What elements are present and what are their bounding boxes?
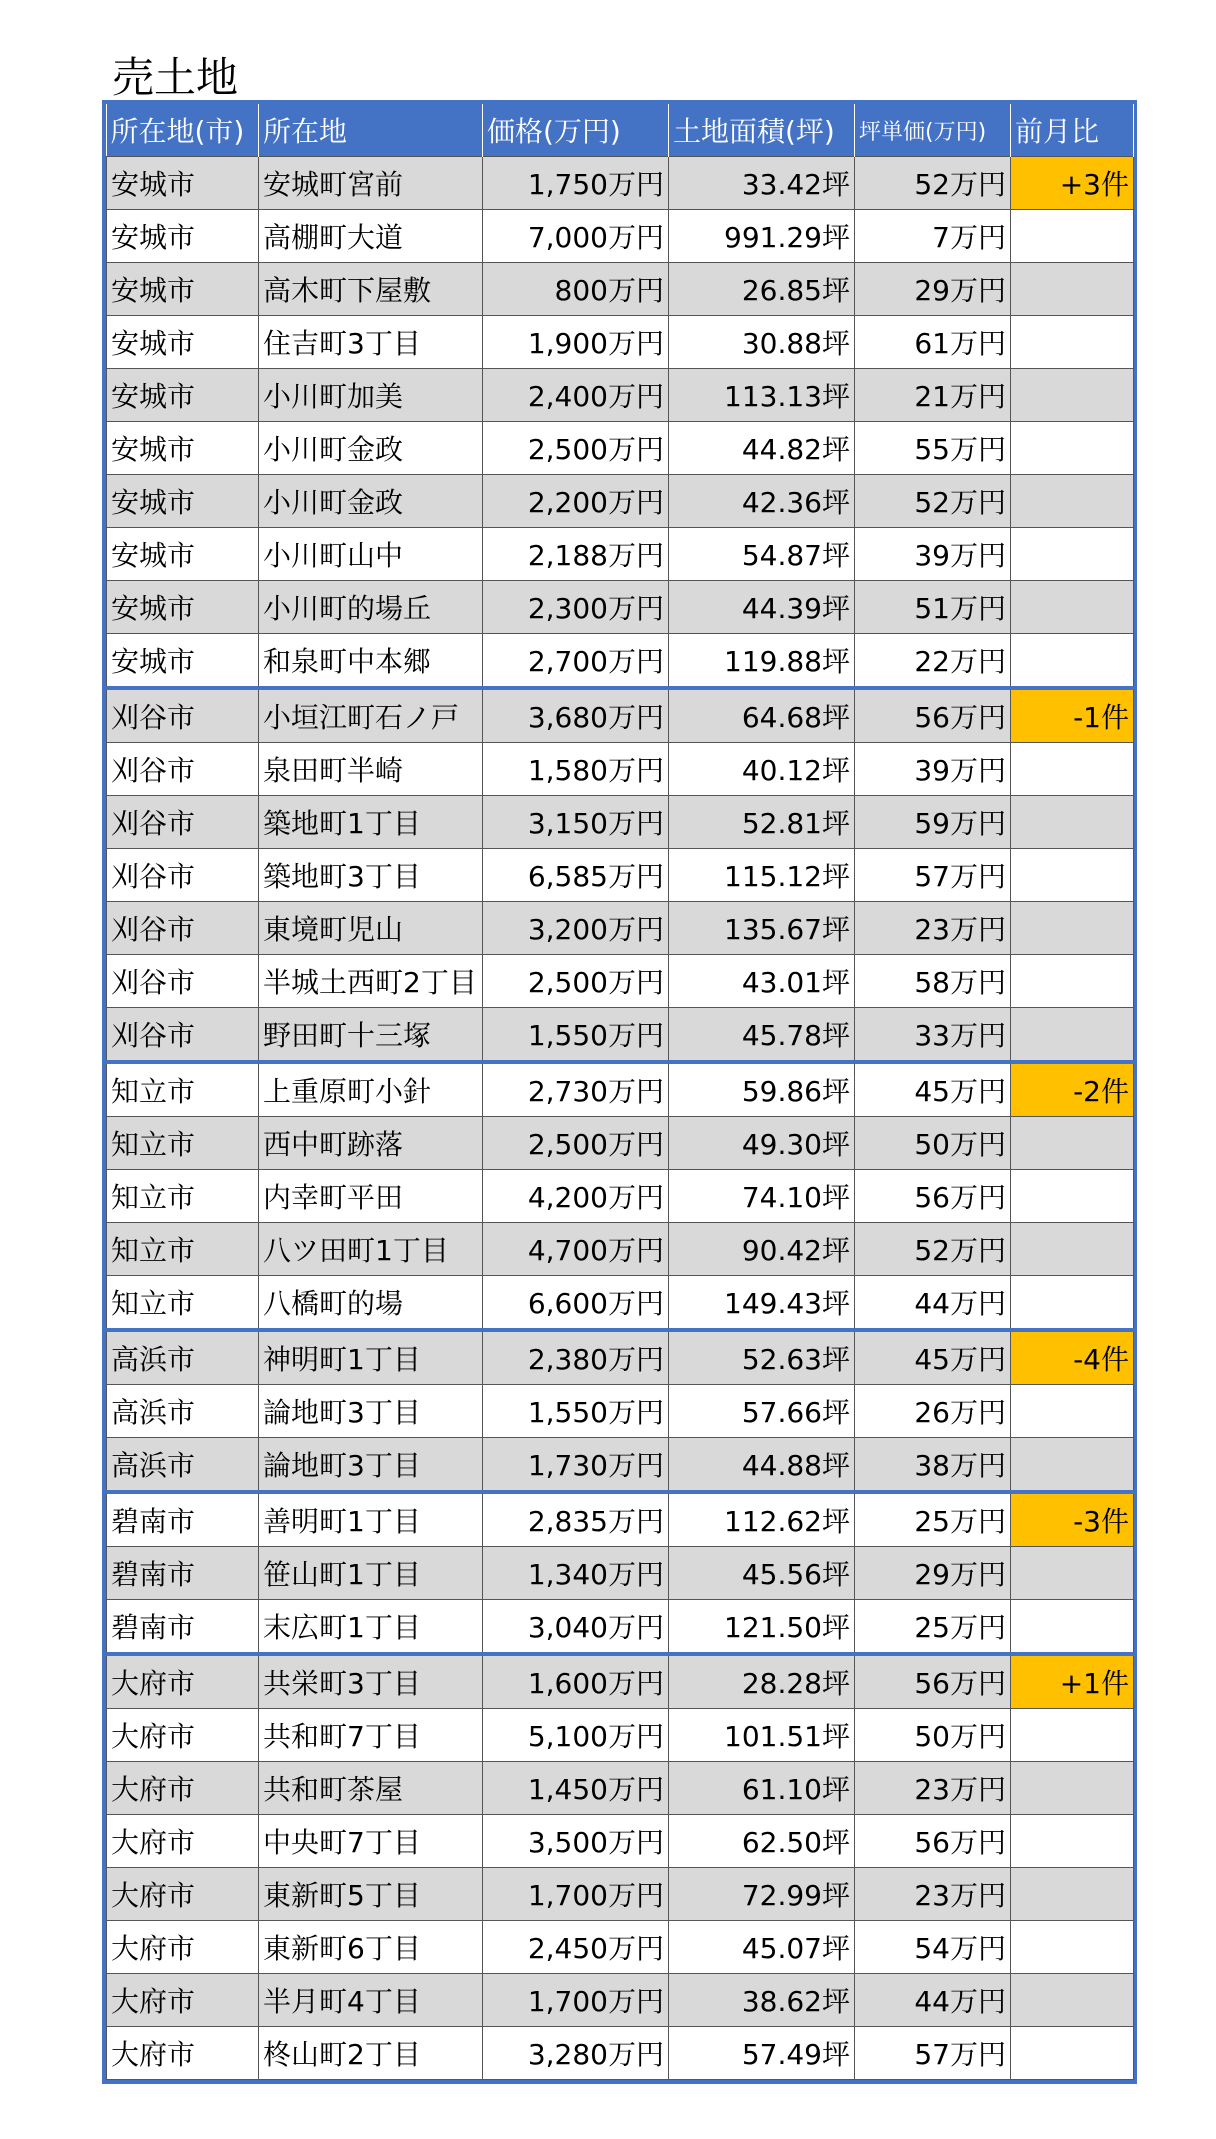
cell-price: 4,200万円 — [483, 1170, 669, 1223]
cell-change: -3件 — [1011, 1492, 1134, 1547]
cell-unit-price: 44万円 — [855, 1974, 1011, 2027]
cell-area: 149.43坪 — [669, 1276, 855, 1331]
cell-area: 33.42坪 — [669, 157, 855, 210]
cell-price: 2,200万円 — [483, 475, 669, 528]
table-row — [107, 369, 1134, 422]
cell-location: 東新町5丁目 — [259, 1868, 483, 1921]
cell-city: 安城市 — [107, 634, 259, 689]
cell-area: 54.87坪 — [669, 528, 855, 581]
cell-location: 住吉町3丁目 — [259, 316, 483, 369]
cell-price: 1,600万円 — [483, 1654, 669, 1709]
cell-location: 笹山町1丁目 — [259, 1547, 483, 1600]
cell-area: 45.07坪 — [669, 1921, 855, 1974]
cell-city: 刈谷市 — [107, 688, 259, 743]
cell-city: 高浜市 — [107, 1385, 259, 1438]
cell-unit-price: 29万円 — [855, 263, 1011, 316]
cell-price: 2,188万円 — [483, 528, 669, 581]
cell-change — [1011, 1974, 1134, 2027]
cell-unit-price: 44万円 — [855, 1276, 1011, 1331]
cell-location: 柊山町2丁目 — [259, 2027, 483, 2080]
cell-city: 安城市 — [107, 316, 259, 369]
cell-location: 小川町金政 — [259, 475, 483, 528]
cell-city: 大府市 — [107, 1974, 259, 2027]
table-row — [107, 1385, 1134, 1438]
cell-city: 安城市 — [107, 369, 259, 422]
cell-unit-price: 21万円 — [855, 369, 1011, 422]
land-listing-table — [102, 100, 1137, 2084]
cell-price: 2,700万円 — [483, 634, 669, 689]
cell-area: 52.81坪 — [669, 796, 855, 849]
cell-location: 東境町児山 — [259, 902, 483, 955]
table-row — [107, 1974, 1134, 2027]
table-row — [107, 1868, 1134, 1921]
cell-city: 碧南市 — [107, 1492, 259, 1547]
cell-change — [1011, 1276, 1134, 1331]
cell-city: 安城市 — [107, 210, 259, 263]
cell-price: 7,000万円 — [483, 210, 669, 263]
cell-city: 大府市 — [107, 1868, 259, 1921]
cell-change — [1011, 849, 1134, 902]
cell-unit-price: 52万円 — [855, 1223, 1011, 1276]
cell-price: 3,150万円 — [483, 796, 669, 849]
cell-unit-price: 25万円 — [855, 1492, 1011, 1547]
cell-change: +1件 — [1011, 1654, 1134, 1709]
cell-area: 59.86坪 — [669, 1062, 855, 1117]
cell-change — [1011, 1921, 1134, 1974]
cell-price: 1,580万円 — [483, 743, 669, 796]
cell-change: -1件 — [1011, 688, 1134, 743]
header-area: 土地面積(坪) — [669, 104, 855, 157]
table-row — [107, 1117, 1134, 1170]
cell-unit-price: 58万円 — [855, 955, 1011, 1008]
cell-price: 3,200万円 — [483, 902, 669, 955]
cell-area: 119.88坪 — [669, 634, 855, 689]
cell-unit-price: 56万円 — [855, 1654, 1011, 1709]
cell-city: 知立市 — [107, 1223, 259, 1276]
cell-unit-price: 50万円 — [855, 1117, 1011, 1170]
cell-price: 2,400万円 — [483, 369, 669, 422]
cell-area: 112.62坪 — [669, 1492, 855, 1547]
cell-city: 安城市 — [107, 157, 259, 210]
cell-location: 論地町3丁目 — [259, 1385, 483, 1438]
cell-area: 44.82坪 — [669, 422, 855, 475]
table-row — [107, 1008, 1134, 1063]
cell-city: 高浜市 — [107, 1330, 259, 1385]
cell-location: 野田町十三塚 — [259, 1008, 483, 1063]
cell-price: 6,600万円 — [483, 1276, 669, 1331]
cell-change: -4件 — [1011, 1330, 1134, 1385]
cell-price: 1,900万円 — [483, 316, 669, 369]
cell-unit-price: 52万円 — [855, 157, 1011, 210]
cell-change — [1011, 1008, 1134, 1063]
cell-location: 半月町4丁目 — [259, 1974, 483, 2027]
cell-unit-price: 45万円 — [855, 1330, 1011, 1385]
cell-price: 3,500万円 — [483, 1815, 669, 1868]
table-row — [107, 1170, 1134, 1223]
cell-price: 1,750万円 — [483, 157, 669, 210]
cell-city: 刈谷市 — [107, 849, 259, 902]
cell-change — [1011, 1709, 1134, 1762]
cell-location: 築地町3丁目 — [259, 849, 483, 902]
cell-location: 築地町1丁目 — [259, 796, 483, 849]
cell-city: 知立市 — [107, 1062, 259, 1117]
cell-change — [1011, 475, 1134, 528]
table-row — [107, 1438, 1134, 1493]
cell-area: 42.36坪 — [669, 475, 855, 528]
cell-change — [1011, 743, 1134, 796]
cell-price: 5,100万円 — [483, 1709, 669, 1762]
cell-price: 6,585万円 — [483, 849, 669, 902]
table-row — [107, 955, 1134, 1008]
cell-location: 論地町3丁目 — [259, 1438, 483, 1493]
cell-change — [1011, 634, 1134, 689]
table-row — [107, 157, 1134, 210]
cell-area: 45.78坪 — [669, 1008, 855, 1063]
cell-unit-price: 23万円 — [855, 1762, 1011, 1815]
cell-area: 72.99坪 — [669, 1868, 855, 1921]
cell-area: 40.12坪 — [669, 743, 855, 796]
table-row — [107, 1276, 1134, 1331]
cell-price: 1,730万円 — [483, 1438, 669, 1493]
cell-price: 1,550万円 — [483, 1008, 669, 1063]
cell-location: 神明町1丁目 — [259, 1330, 483, 1385]
table-row — [107, 1815, 1134, 1868]
cell-location: 小垣江町石ノ戸 — [259, 688, 483, 743]
table-row — [107, 475, 1134, 528]
table-body — [107, 157, 1134, 2080]
header-price: 価格(万円) — [483, 104, 669, 157]
cell-location: 西中町跡落 — [259, 1117, 483, 1170]
cell-location: 小川町金政 — [259, 422, 483, 475]
table-row — [107, 528, 1134, 581]
cell-unit-price: 52万円 — [855, 475, 1011, 528]
cell-area: 44.88坪 — [669, 1438, 855, 1493]
cell-city: 刈谷市 — [107, 796, 259, 849]
cell-area: 57.49坪 — [669, 2027, 855, 2080]
cell-price: 2,835万円 — [483, 1492, 669, 1547]
cell-city: 安城市 — [107, 581, 259, 634]
cell-area: 113.13坪 — [669, 369, 855, 422]
cell-price: 2,380万円 — [483, 1330, 669, 1385]
cell-price: 2,730万円 — [483, 1062, 669, 1117]
cell-area: 991.29坪 — [669, 210, 855, 263]
cell-price: 3,040万円 — [483, 1600, 669, 1655]
cell-price: 800万円 — [483, 263, 669, 316]
table-row — [107, 1492, 1134, 1547]
cell-price: 2,500万円 — [483, 1117, 669, 1170]
cell-area: 28.28坪 — [669, 1654, 855, 1709]
cell-city: 安城市 — [107, 528, 259, 581]
cell-area: 121.50坪 — [669, 1600, 855, 1655]
cell-city: 刈谷市 — [107, 902, 259, 955]
table-row — [107, 1223, 1134, 1276]
cell-unit-price: 38万円 — [855, 1438, 1011, 1493]
cell-area: 61.10坪 — [669, 1762, 855, 1815]
table-header-row — [107, 104, 1134, 157]
cell-location: 八橋町的場 — [259, 1276, 483, 1331]
cell-unit-price: 59万円 — [855, 796, 1011, 849]
cell-change — [1011, 1223, 1134, 1276]
cell-location: 共和町茶屋 — [259, 1762, 483, 1815]
cell-city: 安城市 — [107, 475, 259, 528]
cell-city: 安城市 — [107, 263, 259, 316]
table-row — [107, 263, 1134, 316]
cell-price: 2,500万円 — [483, 422, 669, 475]
table-row — [107, 1600, 1134, 1655]
cell-price: 2,450万円 — [483, 1921, 669, 1974]
table-row — [107, 1330, 1134, 1385]
cell-unit-price: 29万円 — [855, 1547, 1011, 1600]
cell-change — [1011, 1547, 1134, 1600]
cell-unit-price: 33万円 — [855, 1008, 1011, 1063]
cell-area: 74.10坪 — [669, 1170, 855, 1223]
cell-unit-price: 55万円 — [855, 422, 1011, 475]
cell-location: 中央町7丁目 — [259, 1815, 483, 1868]
table-row — [107, 316, 1134, 369]
cell-change — [1011, 902, 1134, 955]
cell-unit-price: 54万円 — [855, 1921, 1011, 1974]
cell-change — [1011, 1600, 1134, 1655]
cell-area: 52.63坪 — [669, 1330, 855, 1385]
cell-change — [1011, 1815, 1134, 1868]
cell-location: 東新町6丁目 — [259, 1921, 483, 1974]
cell-price: 3,680万円 — [483, 688, 669, 743]
cell-price: 4,700万円 — [483, 1223, 669, 1276]
table-row — [107, 634, 1134, 689]
cell-city: 知立市 — [107, 1117, 259, 1170]
cell-price: 1,450万円 — [483, 1762, 669, 1815]
cell-city: 大府市 — [107, 1654, 259, 1709]
cell-change — [1011, 1117, 1134, 1170]
cell-area: 30.88坪 — [669, 316, 855, 369]
cell-unit-price: 7万円 — [855, 210, 1011, 263]
cell-city: 大府市 — [107, 1815, 259, 1868]
cell-city: 知立市 — [107, 1276, 259, 1331]
cell-location: 小川町的場丘 — [259, 581, 483, 634]
cell-location: 泉田町半崎 — [259, 743, 483, 796]
cell-location: 小川町山中 — [259, 528, 483, 581]
cell-city: 知立市 — [107, 1170, 259, 1223]
cell-area: 101.51坪 — [669, 1709, 855, 1762]
cell-change — [1011, 1762, 1134, 1815]
cell-area: 44.39坪 — [669, 581, 855, 634]
cell-location: 内幸町平田 — [259, 1170, 483, 1223]
cell-unit-price: 23万円 — [855, 1868, 1011, 1921]
cell-unit-price: 39万円 — [855, 743, 1011, 796]
cell-unit-price: 39万円 — [855, 528, 1011, 581]
cell-area: 62.50坪 — [669, 1815, 855, 1868]
cell-change — [1011, 1170, 1134, 1223]
cell-price: 3,280万円 — [483, 2027, 669, 2080]
cell-price: 1,340万円 — [483, 1547, 669, 1600]
table-row — [107, 1921, 1134, 1974]
cell-price: 1,700万円 — [483, 1974, 669, 2027]
cell-location: 共栄町3丁目 — [259, 1654, 483, 1709]
cell-city: 刈谷市 — [107, 1008, 259, 1063]
cell-unit-price: 23万円 — [855, 902, 1011, 955]
cell-location: 小川町加美 — [259, 369, 483, 422]
cell-unit-price: 50万円 — [855, 1709, 1011, 1762]
cell-unit-price: 25万円 — [855, 1600, 1011, 1655]
cell-area: 64.68坪 — [669, 688, 855, 743]
cell-location: 高棚町大道 — [259, 210, 483, 263]
cell-location: 上重原町小針 — [259, 1062, 483, 1117]
cell-change: +3件 — [1011, 157, 1134, 210]
cell-price: 2,500万円 — [483, 955, 669, 1008]
cell-location: 共和町7丁目 — [259, 1709, 483, 1762]
cell-area: 38.62坪 — [669, 1974, 855, 2027]
cell-city: 刈谷市 — [107, 955, 259, 1008]
cell-unit-price: 57万円 — [855, 849, 1011, 902]
cell-location: 高木町下屋敷 — [259, 263, 483, 316]
cell-area: 43.01坪 — [669, 955, 855, 1008]
cell-city: 碧南市 — [107, 1547, 259, 1600]
cell-change: -2件 — [1011, 1062, 1134, 1117]
cell-unit-price: 61万円 — [855, 316, 1011, 369]
cell-change — [1011, 263, 1134, 316]
cell-unit-price: 22万円 — [855, 634, 1011, 689]
cell-price: 1,700万円 — [483, 1868, 669, 1921]
table-row — [107, 1062, 1134, 1117]
table-row — [107, 1547, 1134, 1600]
cell-change — [1011, 1438, 1134, 1493]
cell-unit-price: 56万円 — [855, 688, 1011, 743]
cell-unit-price: 56万円 — [855, 1815, 1011, 1868]
page-title: 売土地 — [112, 53, 239, 102]
cell-change — [1011, 369, 1134, 422]
cell-location: 善明町1丁目 — [259, 1492, 483, 1547]
cell-city: 大府市 — [107, 1709, 259, 1762]
cell-city: 刈谷市 — [107, 743, 259, 796]
header-location: 所在地 — [259, 104, 483, 157]
table-row — [107, 688, 1134, 743]
cell-location: 八ツ田町1丁目 — [259, 1223, 483, 1276]
table-row — [107, 581, 1134, 634]
cell-area: 26.85坪 — [669, 263, 855, 316]
table-row — [107, 210, 1134, 263]
cell-unit-price: 51万円 — [855, 581, 1011, 634]
cell-change — [1011, 796, 1134, 849]
table-row — [107, 1762, 1134, 1815]
cell-price: 1,550万円 — [483, 1385, 669, 1438]
cell-unit-price: 57万円 — [855, 2027, 1011, 2080]
cell-change — [1011, 955, 1134, 1008]
table-row — [107, 2027, 1134, 2080]
cell-area: 49.30坪 — [669, 1117, 855, 1170]
header-change: 前月比 — [1011, 104, 1134, 157]
cell-location: 末広町1丁目 — [259, 1600, 483, 1655]
cell-area: 115.12坪 — [669, 849, 855, 902]
cell-location: 和泉町中本郷 — [259, 634, 483, 689]
cell-area: 45.56坪 — [669, 1547, 855, 1600]
header-city: 所在地(市) — [107, 104, 259, 157]
cell-city: 高浜市 — [107, 1438, 259, 1493]
table-row — [107, 796, 1134, 849]
cell-location: 安城町宮前 — [259, 157, 483, 210]
cell-unit-price: 45万円 — [855, 1062, 1011, 1117]
table-row — [107, 1709, 1134, 1762]
cell-area: 135.67坪 — [669, 902, 855, 955]
cell-unit-price: 26万円 — [855, 1385, 1011, 1438]
header-unit-price: 坪単価(万円) — [855, 104, 1011, 157]
cell-city: 大府市 — [107, 2027, 259, 2080]
cell-city: 碧南市 — [107, 1600, 259, 1655]
table-row — [107, 849, 1134, 902]
cell-change — [1011, 422, 1134, 475]
cell-change — [1011, 528, 1134, 581]
cell-change — [1011, 1385, 1134, 1438]
cell-change — [1011, 210, 1134, 263]
cell-change — [1011, 2027, 1134, 2080]
cell-city: 安城市 — [107, 422, 259, 475]
cell-city: 大府市 — [107, 1762, 259, 1815]
cell-unit-price: 56万円 — [855, 1170, 1011, 1223]
cell-location: 半城土西町2丁目 — [259, 955, 483, 1008]
table-row — [107, 422, 1134, 475]
table-row — [107, 1654, 1134, 1709]
cell-change — [1011, 581, 1134, 634]
table-row — [107, 902, 1134, 955]
table-row — [107, 743, 1134, 796]
cell-city: 大府市 — [107, 1921, 259, 1974]
cell-price: 2,300万円 — [483, 581, 669, 634]
cell-area: 57.66坪 — [669, 1385, 855, 1438]
cell-change — [1011, 1868, 1134, 1921]
cell-change — [1011, 316, 1134, 369]
cell-area: 90.42坪 — [669, 1223, 855, 1276]
